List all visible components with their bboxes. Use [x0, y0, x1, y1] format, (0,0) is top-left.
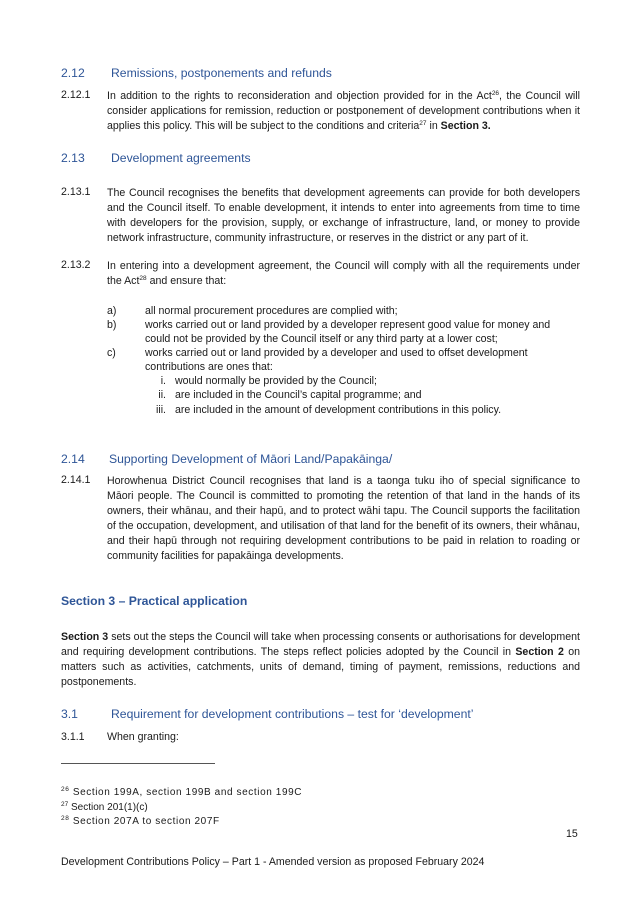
clause-2-12-1-text: In addition to the rights to reconsideration and objection provided for in the Act$^{26}$, the Council will consider applications for remission, reduction or postponement of development contributions when it applies this policy. This will be subject to the conditions and criteria$^{27}$ in Section 3.: [107, 90, 580, 132]
sub-item-label: iii.: [155, 404, 166, 416]
footnote-ref-27: 27: [419, 120, 427, 127]
clause-2-13-1-number: 2.13.1: [61, 186, 91, 198]
section-3-heading: Section 3 – Practical application: [61, 594, 248, 608]
section-3-1-number: 3.1: [61, 707, 78, 721]
sub-item-text: would normally be provided by the Council;: [175, 375, 377, 387]
footnote-separator: [61, 763, 215, 764]
footnote-28: $^{28}$ Section 207A to section 207F: [61, 815, 220, 827]
footnote-ref-26: 26: [491, 90, 500, 97]
clause-2-12-1-number: 2.12.1: [61, 89, 91, 101]
section-2-13-number: 2.13: [61, 151, 85, 165]
page-number: 15: [566, 828, 578, 840]
list-item-text: all normal procurement procedures are complied with;: [145, 305, 398, 317]
sub-item-label: ii.: [158, 389, 166, 401]
clause-3-1-1-number: 3.1.1: [61, 731, 85, 743]
section-2-14-heading: Supporting Development of Māori Land/Papakāinga/: [109, 452, 393, 466]
clause-2-14-1-text: Horowhenua District Council recognises that land is a taonga tuku iho of special significance to Māori people. The Council is committed to promoting the retention of that land in the hands of its owners, their whānau, and their hapū, and to protect wāhi tapu. The Council supports the facilitation of the occupation, development, and utilisation of that land for the benefit of its owners, their whānau, and their hapū through not requiring development contributions to be paid in relation to roading or community facilities for papakāinga developments.: [107, 475, 580, 562]
sub-item-text: are included in the amount of development contributions in this policy.: [175, 404, 502, 416]
page-footer: Development Contributions Policy – Part 1 - Amended version as proposed February 2024: [61, 856, 485, 868]
clause-2-13-1-text: The Council recognises the benefits that development agreements can provide for both developers and the Council itself. To enable development, it intends to enter into agreements from time to time with developers for the provision, supply, or exchange of infrastructure, land, or money to provide network infrastructure, community infrastructure, or reserves in the district or any part of it.: [107, 187, 580, 244]
list-item-label: b): [107, 319, 117, 331]
sub-item-label: i.: [160, 375, 166, 387]
list-item-text: works carried out or land provided by a developer and used to offset development contributions are ones that:: [145, 347, 528, 373]
section-2-12-number: 2.12: [61, 66, 85, 80]
section-2-14-number: 2.14: [61, 452, 85, 466]
sub-item-text: are included in the Council’s capital programme; and: [175, 389, 422, 401]
clause-2-14-1-number: 2.14.1: [61, 474, 91, 486]
list-item-label: c): [107, 347, 116, 359]
list-item-text: works carried out or land provided by a developer represent good value for money and could not be provided by the Council itself or any third party at a lower cost;: [145, 319, 551, 345]
footnote-27: $^{27}$ Section 201(1)(c): [61, 801, 148, 813]
section-2-12-heading: Remissions, postponements and refunds: [111, 66, 332, 80]
section-3-1-heading: Requirement for development contributions – test for ‘development’: [111, 707, 474, 721]
footnote-ref-28: 28: [139, 275, 147, 282]
clause-2-13-2-text: In entering into a development agreement, the Council will comply with all the requirements under the Act$^{28}$ and ensure that:: [107, 260, 580, 287]
clause-2-13-2-number: 2.13.2: [61, 259, 91, 271]
list-item-label: a): [107, 305, 117, 317]
clause-3-1-1-text: When granting:: [107, 731, 179, 743]
section-3-intro: Section 3 sets out the steps the Council will take when processing consents or authorisations for development and requiring development contributions. The steps reflect policies adopted by the Council in Section 2 on matters such as activities, catchments, units of demand, timing of payment, remissions, reductions and postponements.: [61, 631, 580, 688]
footnote-26: $^{26}$ Section 199A, section 199B and section 199C: [61, 786, 303, 798]
section-2-13-heading: Development agreements: [111, 151, 251, 165]
